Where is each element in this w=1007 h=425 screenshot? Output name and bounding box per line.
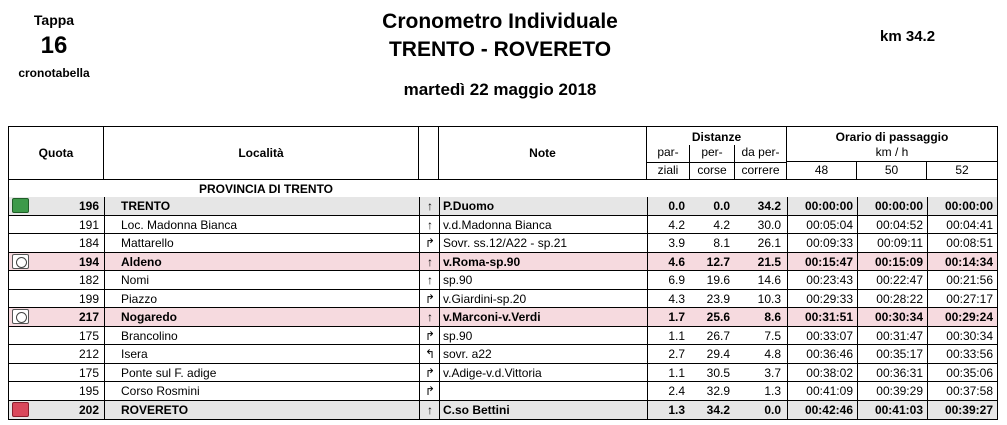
percorrere-cell: 8.6	[764, 310, 781, 324]
quota-cell: 182	[78, 273, 99, 287]
localita-cell: Corso Rosmini	[121, 384, 200, 398]
note-header-label: Note	[529, 146, 556, 160]
parziali-cell: 2.7	[668, 347, 685, 361]
direction-arrow-icon: ↑	[427, 217, 433, 232]
localita-cell: Mattarello	[121, 236, 174, 250]
tappa-number: 16	[40, 32, 68, 59]
orario-header-label: Orario di passaggio	[835, 130, 949, 144]
parziali-cell: 1.1	[668, 328, 685, 343]
quota-cell: 195	[78, 384, 99, 398]
localita-cell: Ponte sul F. adige	[121, 365, 217, 380]
direction-arrow-icon: ↱	[424, 384, 436, 398]
time-50-cell: 00:28:22	[876, 291, 923, 306]
percorse-cell: 26.7	[706, 328, 730, 343]
percorse-cell: 8.1	[713, 236, 730, 250]
time-50-cell: 00:15:09	[874, 254, 923, 269]
time-48-cell: 00:05:04	[806, 217, 853, 232]
localita-header-label: Località	[238, 146, 284, 160]
time-52-cell: 00:39:27	[944, 402, 993, 417]
note-cell: sp.90	[443, 328, 473, 343]
route-title: TRENTO - ROVERETO	[388, 38, 612, 61]
direction-arrow-icon: ↱	[424, 236, 436, 250]
note-cell: C.so Bettini	[443, 402, 510, 417]
time-50-cell: 00:04:52	[876, 217, 923, 232]
parziali-cell: 6.9	[668, 273, 685, 287]
note-cell: v.Adige-v.d.Vittoria	[443, 365, 542, 380]
start-icon	[12, 198, 29, 213]
direction-arrow-icon: ↑	[427, 402, 433, 417]
percorse-cell: 29.4	[706, 347, 730, 361]
speed-52-label: 52	[955, 163, 969, 177]
time-48-cell: 00:15:47	[804, 254, 853, 269]
tappa-label: Tappa	[33, 12, 75, 28]
quota-cell: 217	[78, 310, 99, 324]
parziali-cell: 1.3	[668, 402, 685, 417]
percorrere-label-1: da per-	[741, 145, 780, 159]
percorrere-cell: 3.7	[764, 365, 781, 380]
table-row	[9, 253, 997, 272]
localita-cell: ROVERETO	[121, 402, 189, 417]
localita-cell: Aldeno	[121, 254, 162, 269]
quota-header-label: Quota	[38, 146, 74, 160]
percorrere-cell: 0.0	[764, 402, 781, 417]
col-orario-header	[787, 127, 997, 179]
percorrere-label-2: correre	[735, 162, 786, 177]
parziali-cell: 4.2	[668, 217, 685, 232]
kmh-label: km / h	[875, 145, 909, 159]
parziali-cell: 4.3	[668, 291, 685, 306]
percorrere-cell: 7.5	[764, 328, 781, 343]
stopwatch-icon	[12, 309, 29, 324]
localita-cell: Piazzo	[121, 291, 158, 306]
time-48-cell: 00:42:46	[804, 402, 853, 417]
table-header	[9, 127, 997, 180]
percorse-cell: 19.6	[706, 273, 730, 287]
page-title: Cronometro Individuale	[382, 10, 618, 33]
percorse-cell: 30.5	[706, 365, 730, 380]
direction-arrow-icon: ↰	[424, 347, 436, 361]
col-distanze-header	[647, 127, 787, 179]
percorrere-cell: 21.5	[757, 254, 781, 269]
percorrere-cell: 14.6	[757, 273, 781, 287]
direction-arrow-icon: ↑	[427, 310, 433, 324]
time-52-cell: 00:00:00	[944, 199, 993, 213]
table-row	[9, 382, 997, 401]
quota-cell: 199	[78, 291, 99, 306]
quota-cell: 175	[78, 365, 99, 380]
quota-cell: 191	[78, 217, 99, 232]
table-row	[9, 327, 997, 346]
table-row	[9, 308, 997, 327]
table-row	[9, 345, 997, 364]
time-52-cell: 00:21:56	[946, 273, 993, 287]
percorse-cell: 25.6	[706, 310, 730, 324]
parziali-cell: 0.0	[668, 199, 685, 213]
note-cell: v.Marconi-v.Verdi	[443, 310, 541, 324]
finish-icon	[12, 402, 29, 417]
parziali-cell: 4.6	[668, 254, 685, 269]
table-row	[9, 234, 997, 253]
time-50-cell: 00:09:11	[877, 236, 923, 250]
direction-arrow-icon: ↱	[424, 328, 436, 343]
table-row	[9, 271, 997, 290]
parziali-cell: 1.1	[668, 365, 685, 380]
parziali-cell: 1.7	[668, 310, 685, 324]
note-cell: v.Roma-sp.90	[443, 254, 521, 269]
col-quota-header	[9, 127, 104, 179]
time-52-cell: 00:08:51	[946, 236, 993, 250]
time-48-cell: 00:38:02	[806, 365, 853, 380]
percorrere-cell: 34.2	[757, 199, 781, 213]
timetable	[8, 126, 998, 420]
direction-arrow-icon: ↱	[424, 291, 436, 306]
quota-cell: 202	[78, 402, 99, 417]
table-row	[9, 401, 997, 420]
time-50-cell: 00:30:34	[874, 310, 923, 324]
localita-cell: Isera	[121, 347, 148, 361]
direction-arrow-icon: ↑	[427, 254, 433, 269]
time-50-cell: 00:36:31	[876, 365, 923, 380]
time-50-cell: 00:31:47	[876, 328, 923, 343]
stopwatch-icon	[12, 254, 29, 269]
time-52-cell: 00:27:17	[946, 291, 993, 306]
percorse-cell: 0.0	[713, 199, 730, 213]
time-52-cell: 00:35:06	[946, 365, 993, 380]
percorrere-cell: 30.0	[757, 217, 781, 232]
localita-cell: Nogaredo	[121, 310, 178, 324]
percorse-cell: 34.2	[706, 402, 730, 417]
table-row	[9, 290, 997, 309]
percorse-cell: 32.9	[706, 384, 730, 398]
time-50-cell: 00:35:17	[876, 347, 923, 361]
direction-arrow-icon: ↱	[424, 365, 436, 380]
distanze-header-label: Distanze	[691, 130, 742, 144]
percorse-label-1: per-	[701, 145, 723, 159]
localita-cell: Nomi	[121, 273, 150, 287]
time-48-cell: 00:00:00	[804, 199, 853, 213]
note-cell: sp.90	[443, 273, 473, 287]
province-row	[9, 180, 997, 197]
time-48-cell: 00:31:51	[804, 310, 853, 324]
time-48-cell: 00:41:09	[806, 384, 853, 398]
time-50-cell: 00:00:00	[874, 199, 923, 213]
percorrere-cell: 26.1	[757, 236, 781, 250]
col-localita-header	[104, 127, 419, 179]
localita-cell: TRENTO	[121, 199, 171, 213]
table-body	[9, 197, 997, 419]
quota-cell: 184	[78, 236, 99, 250]
parziali-label-2: ziali	[647, 162, 689, 177]
total-distance: km 34.2	[880, 28, 936, 45]
parziali-cell: 3.9	[668, 236, 685, 250]
time-52-cell: 00:04:41	[946, 217, 993, 232]
table-row	[9, 364, 997, 383]
time-52-cell: 00:14:34	[944, 254, 993, 269]
note-cell: v.Giardini-sp.20	[443, 291, 527, 306]
time-48-cell: 00:29:33	[806, 291, 853, 306]
parziali-cell: 2.4	[668, 384, 685, 398]
note-cell: v.d.Madonna Bianca	[443, 217, 552, 232]
time-48-cell: 00:09:33	[806, 236, 853, 250]
time-50-cell: 00:22:47	[876, 273, 923, 287]
percorse-cell: 4.2	[713, 217, 730, 232]
table-row	[9, 216, 997, 235]
time-52-cell: 00:37:58	[946, 384, 993, 398]
direction-arrow-icon: ↑	[427, 199, 433, 213]
time-52-cell: 00:29:24	[944, 310, 993, 324]
time-48-cell: 00:36:46	[806, 347, 853, 361]
tappa-subtitle: cronotabella	[18, 66, 90, 80]
col-note-header	[439, 127, 647, 179]
quota-cell: 175	[78, 328, 99, 343]
time-50-cell: 00:39:29	[876, 384, 923, 398]
parziali-label-1: par-	[657, 145, 679, 159]
time-50-cell: 00:41:03	[874, 402, 923, 417]
note-cell: Sovr. ss.12/A22 - sp.21	[443, 236, 568, 250]
quota-cell: 196	[78, 199, 99, 213]
direction-arrow-icon: ↑	[427, 273, 433, 287]
stage-date: martedì 22 maggio 2018	[403, 80, 597, 99]
quota-cell: 194	[78, 254, 99, 269]
percorse-cell: 23.9	[706, 291, 730, 306]
time-52-cell: 00:33:56	[946, 347, 993, 361]
table-row	[9, 197, 997, 216]
localita-cell: Brancolino	[121, 328, 178, 343]
localita-cell: Loc. Madonna Bianca	[121, 217, 238, 232]
note-cell: P.Duomo	[443, 199, 495, 213]
quota-cell: 212	[78, 347, 99, 361]
note-cell: sovr. a22	[443, 347, 492, 361]
percorrere-cell: 1.3	[764, 384, 781, 398]
time-48-cell: 00:23:43	[806, 273, 853, 287]
percorse-cell: 12.7	[706, 254, 730, 269]
percorrere-cell: 4.8	[764, 347, 781, 361]
col-arrow-header	[419, 127, 439, 179]
time-52-cell: 00:30:34	[946, 328, 993, 343]
time-48-cell: 00:33:07	[806, 328, 853, 343]
speed-48-label: 48	[814, 163, 829, 177]
speed-50-label: 50	[884, 163, 899, 177]
province-label: PROVINCIA DI TRENTO	[199, 182, 334, 196]
percorrere-cell: 10.3	[757, 291, 781, 306]
percorse-label-2: corse	[690, 162, 734, 177]
